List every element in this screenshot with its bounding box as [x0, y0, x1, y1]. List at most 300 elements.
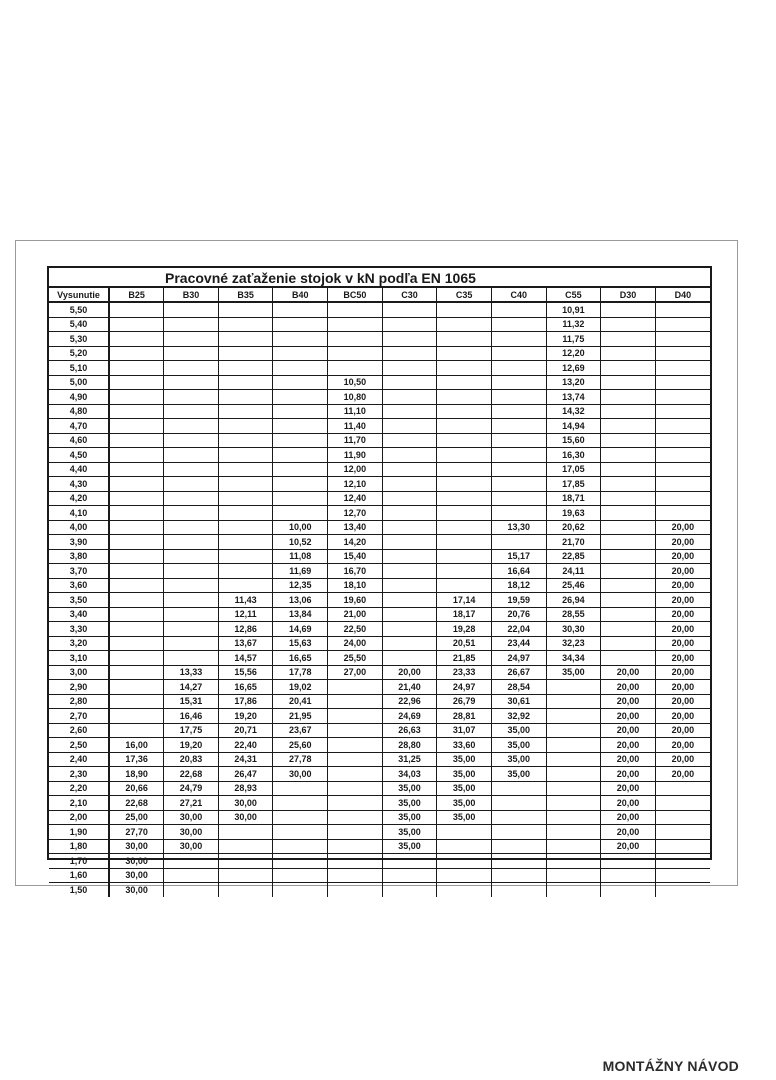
- load-cell: [218, 375, 273, 390]
- load-cell: 35,00: [382, 839, 437, 854]
- load-cell: 11,08: [273, 549, 328, 564]
- load-cell: [273, 491, 328, 506]
- load-cell: [164, 346, 219, 361]
- load-cell: [218, 535, 273, 550]
- load-cell: 32,23: [546, 636, 601, 651]
- load-cell: 30,00: [164, 810, 219, 825]
- load-cell: [546, 810, 601, 825]
- column-header: B40: [273, 288, 328, 302]
- load-cell: [328, 302, 383, 317]
- load-cell: 11,70: [328, 433, 383, 448]
- load-cell: [328, 810, 383, 825]
- load-cell: [601, 332, 656, 347]
- load-cell: 20,00: [655, 709, 710, 724]
- column-header-extension: Vysunutie: [49, 288, 109, 302]
- table-row: [49, 781, 710, 796]
- load-cell: [655, 317, 710, 332]
- load-cell: 28,80: [382, 738, 437, 753]
- load-cell: 17,36: [109, 752, 164, 767]
- extension-cell: 2,90: [49, 680, 109, 695]
- load-cell: [382, 404, 437, 419]
- load-cell: [164, 332, 219, 347]
- load-cell: 18,17: [437, 607, 492, 622]
- load-cell: [491, 781, 546, 796]
- load-cell: [328, 883, 383, 897]
- load-cell: [164, 622, 219, 637]
- load-cell: [109, 680, 164, 695]
- table-row: [49, 448, 710, 463]
- extension-cell: 5,10: [49, 361, 109, 376]
- load-cell: [382, 448, 437, 463]
- load-cell: [164, 433, 219, 448]
- load-cell: 17,75: [164, 723, 219, 738]
- load-cell: [491, 404, 546, 419]
- load-cell: 13,30: [491, 520, 546, 535]
- load-cell: [655, 854, 710, 869]
- load-cell: [437, 883, 492, 897]
- load-cell: [601, 535, 656, 550]
- extension-cell: 5,20: [49, 346, 109, 361]
- load-cell: 14,69: [273, 622, 328, 637]
- load-cell: 16,65: [218, 680, 273, 695]
- load-cell: 12,69: [546, 361, 601, 376]
- load-cell: [491, 868, 546, 883]
- load-cell: [109, 593, 164, 608]
- load-cell: 20,00: [655, 752, 710, 767]
- load-cell: [601, 361, 656, 376]
- load-cell: 30,00: [109, 839, 164, 854]
- load-cell: [109, 549, 164, 564]
- load-cell: 21,85: [437, 651, 492, 666]
- table-row: [49, 332, 710, 347]
- load-cell: 20,00: [655, 680, 710, 695]
- load-cell: [546, 738, 601, 753]
- load-cell: [273, 883, 328, 897]
- load-cell: 16,46: [164, 709, 219, 724]
- load-cell: [546, 839, 601, 854]
- load-cell: 19,28: [437, 622, 492, 637]
- extension-cell: 1,50: [49, 883, 109, 897]
- column-header: D30: [601, 288, 656, 302]
- extension-cell: 3,60: [49, 578, 109, 593]
- load-cell: [491, 419, 546, 434]
- load-cell: [546, 796, 601, 811]
- load-cell: [328, 781, 383, 796]
- load-cell: [655, 839, 710, 854]
- load-cell: [382, 622, 437, 637]
- table-row: [49, 607, 710, 622]
- load-cell: 14,20: [328, 535, 383, 550]
- load-cell: 12,86: [218, 622, 273, 637]
- load-cell: [164, 491, 219, 506]
- table-row: [49, 593, 710, 608]
- load-cell: [164, 636, 219, 651]
- table-row: [49, 390, 710, 405]
- load-cell: [382, 564, 437, 579]
- load-cell: [164, 317, 219, 332]
- load-cell: [655, 506, 710, 521]
- load-cell: [437, 520, 492, 535]
- load-cell: 17,85: [546, 477, 601, 492]
- load-cell: 35,00: [491, 738, 546, 753]
- extension-cell: 3,80: [49, 549, 109, 564]
- load-cell: [546, 781, 601, 796]
- load-cell: [109, 346, 164, 361]
- load-cell: 34,03: [382, 767, 437, 782]
- extension-cell: 3,70: [49, 564, 109, 579]
- load-cell: [491, 332, 546, 347]
- load-cell: [655, 302, 710, 317]
- load-cell: [491, 317, 546, 332]
- load-cell: 11,75: [546, 332, 601, 347]
- load-cell: [491, 375, 546, 390]
- load-cell: [382, 375, 437, 390]
- load-cell: [601, 593, 656, 608]
- load-cell: [382, 302, 437, 317]
- load-cell: [546, 694, 601, 709]
- load-cell: 15,56: [218, 665, 273, 680]
- load-cell: [273, 346, 328, 361]
- load-cell: [164, 549, 219, 564]
- load-cell: [218, 520, 273, 535]
- load-cell: [328, 738, 383, 753]
- load-cell: [491, 535, 546, 550]
- load-cell: 10,50: [328, 375, 383, 390]
- load-cell: [491, 390, 546, 405]
- load-cell: [109, 390, 164, 405]
- extension-cell: 3,10: [49, 651, 109, 666]
- load-cell: [601, 433, 656, 448]
- load-cell: [601, 520, 656, 535]
- load-cell: 13,74: [546, 390, 601, 405]
- load-cell: 20,00: [655, 767, 710, 782]
- load-cell: [491, 361, 546, 376]
- load-cell: [382, 549, 437, 564]
- column-header: C40: [491, 288, 546, 302]
- table-row: [49, 578, 710, 593]
- column-header: B35: [218, 288, 273, 302]
- load-cell: [273, 839, 328, 854]
- load-cell: 30,00: [109, 868, 164, 883]
- load-cell: 21,40: [382, 680, 437, 695]
- load-cell: 35,00: [546, 665, 601, 680]
- extension-cell: 2,40: [49, 752, 109, 767]
- load-cell: 20,00: [655, 651, 710, 666]
- load-cell: 35,00: [382, 810, 437, 825]
- extension-cell: 5,40: [49, 317, 109, 332]
- extension-cell: 4,50: [49, 448, 109, 463]
- load-cell: [491, 810, 546, 825]
- extension-cell: 4,30: [49, 477, 109, 492]
- extension-cell: 2,60: [49, 723, 109, 738]
- load-cell: 20,00: [601, 810, 656, 825]
- load-cell: 11,90: [328, 448, 383, 463]
- load-cell: [164, 404, 219, 419]
- load-cell: [109, 709, 164, 724]
- load-cell: [273, 302, 328, 317]
- load-cell: [437, 390, 492, 405]
- extension-cell: 4,80: [49, 404, 109, 419]
- load-cell: [273, 796, 328, 811]
- load-cell: [491, 477, 546, 492]
- load-cell: [601, 302, 656, 317]
- table-row: [49, 796, 710, 811]
- load-cell: [655, 332, 710, 347]
- table-row: [49, 636, 710, 651]
- load-cell: [491, 302, 546, 317]
- load-cell: [437, 491, 492, 506]
- load-cell: 12,20: [546, 346, 601, 361]
- load-cell: [328, 854, 383, 869]
- load-cell: 30,30: [546, 622, 601, 637]
- load-cell: 25,46: [546, 578, 601, 593]
- load-cell: [109, 419, 164, 434]
- load-cell: [546, 825, 601, 840]
- load-cell: [437, 868, 492, 883]
- load-cell: [437, 825, 492, 840]
- load-cell: [437, 302, 492, 317]
- table-row: [49, 665, 710, 680]
- load-cell: 35,00: [382, 796, 437, 811]
- load-cell: [437, 462, 492, 477]
- load-cell: 31,25: [382, 752, 437, 767]
- load-cell: 24,00: [328, 636, 383, 651]
- table-row: [49, 883, 710, 897]
- load-cell: [109, 375, 164, 390]
- load-cell: 20,00: [601, 709, 656, 724]
- table-row: [49, 564, 710, 579]
- load-cell: [273, 390, 328, 405]
- load-cell: [382, 332, 437, 347]
- table-row: [49, 506, 710, 521]
- load-cell: [601, 578, 656, 593]
- extension-cell: 4,20: [49, 491, 109, 506]
- load-cell: 12,70: [328, 506, 383, 521]
- load-cell: [164, 651, 219, 666]
- load-cell: [328, 709, 383, 724]
- load-cell: 19,59: [491, 593, 546, 608]
- extension-cell: 2,80: [49, 694, 109, 709]
- load-cell: [218, 578, 273, 593]
- load-cell: [491, 462, 546, 477]
- load-cell: [437, 535, 492, 550]
- load-cell: 17,78: [273, 665, 328, 680]
- load-cell: 22,04: [491, 622, 546, 637]
- load-cell: 20,00: [655, 535, 710, 550]
- load-cell: 30,00: [164, 825, 219, 840]
- column-header: C55: [546, 288, 601, 302]
- extension-cell: 2,10: [49, 796, 109, 811]
- load-cell: [164, 607, 219, 622]
- load-cell: [601, 636, 656, 651]
- extension-cell: 3,20: [49, 636, 109, 651]
- table-row: [49, 346, 710, 361]
- load-cell: 12,00: [328, 462, 383, 477]
- load-cell: [109, 317, 164, 332]
- load-cell: 20,00: [655, 564, 710, 579]
- table-row: [49, 723, 710, 738]
- load-cell: 22,85: [546, 549, 601, 564]
- load-cell: 35,00: [437, 810, 492, 825]
- load-cell: 15,40: [328, 549, 383, 564]
- load-cell: [437, 549, 492, 564]
- extension-cell: 3,50: [49, 593, 109, 608]
- load-cell: 14,27: [164, 680, 219, 695]
- table-row: [49, 868, 710, 883]
- load-table-container: [47, 266, 712, 895]
- load-cell: 19,20: [218, 709, 273, 724]
- load-cell: 20,00: [601, 796, 656, 811]
- load-cell: [218, 390, 273, 405]
- load-cell: [164, 462, 219, 477]
- load-cell: 13,84: [273, 607, 328, 622]
- load-cell: 11,32: [546, 317, 601, 332]
- column-header: B30: [164, 288, 219, 302]
- load-cell: [273, 375, 328, 390]
- load-cell: [164, 506, 219, 521]
- load-cell: 16,30: [546, 448, 601, 463]
- load-cell: 23,44: [491, 636, 546, 651]
- load-cell: [109, 607, 164, 622]
- load-cell: 12,35: [273, 578, 328, 593]
- extension-cell: 1,80: [49, 839, 109, 854]
- load-cell: [382, 578, 437, 593]
- extension-cell: 1,70: [49, 854, 109, 869]
- table-row: [49, 302, 710, 317]
- load-cell: [273, 433, 328, 448]
- table-row: [49, 839, 710, 854]
- table-row: [49, 694, 710, 709]
- load-cell: [109, 723, 164, 738]
- load-cell: [437, 404, 492, 419]
- table-row: [49, 433, 710, 448]
- load-cell: [218, 868, 273, 883]
- load-cell: [437, 419, 492, 434]
- table-row: [49, 375, 710, 390]
- load-cell: [328, 694, 383, 709]
- load-cell: [655, 477, 710, 492]
- load-cell: [491, 883, 546, 897]
- load-cell: [655, 346, 710, 361]
- extension-cell: 2,20: [49, 781, 109, 796]
- load-cell: [382, 535, 437, 550]
- load-cell: 15,63: [273, 636, 328, 651]
- load-cell: 22,40: [218, 738, 273, 753]
- load-cell: 17,86: [218, 694, 273, 709]
- load-cell: 16,64: [491, 564, 546, 579]
- table-body: [49, 302, 710, 897]
- load-cell: [218, 506, 273, 521]
- load-cell: [546, 767, 601, 782]
- load-cell: 35,00: [382, 825, 437, 840]
- load-cell: 35,00: [437, 781, 492, 796]
- load-cell: [546, 883, 601, 897]
- load-cell: 10,91: [546, 302, 601, 317]
- load-cell: [328, 317, 383, 332]
- load-cell: [382, 868, 437, 883]
- load-cell: [491, 491, 546, 506]
- load-cell: [109, 477, 164, 492]
- load-cell: [382, 462, 437, 477]
- extension-cell: 4,00: [49, 520, 109, 535]
- load-cell: [218, 317, 273, 332]
- extension-cell: 2,50: [49, 738, 109, 753]
- load-cell: [437, 578, 492, 593]
- load-cell: 20,00: [655, 694, 710, 709]
- load-cell: 20,76: [491, 607, 546, 622]
- load-cell: 13,67: [218, 636, 273, 651]
- table-row: [49, 549, 710, 564]
- load-cell: [382, 636, 437, 651]
- load-cell: 20,41: [273, 694, 328, 709]
- load-cell: [437, 564, 492, 579]
- load-cell: 28,55: [546, 607, 601, 622]
- load-cell: [382, 883, 437, 897]
- load-cell: [164, 535, 219, 550]
- load-cell: [491, 839, 546, 854]
- load-cell: [601, 477, 656, 492]
- load-cell: [437, 361, 492, 376]
- load-cell: [273, 810, 328, 825]
- load-cell: [273, 854, 328, 869]
- load-cell: [601, 622, 656, 637]
- load-cell: 30,00: [218, 810, 273, 825]
- load-cell: 17,05: [546, 462, 601, 477]
- load-cell: 14,57: [218, 651, 273, 666]
- load-cell: [601, 375, 656, 390]
- load-cell: 20,00: [601, 723, 656, 738]
- load-cell: 20,00: [601, 738, 656, 753]
- column-header: C35: [437, 288, 492, 302]
- extension-cell: 3,30: [49, 622, 109, 637]
- load-cell: 27,70: [109, 825, 164, 840]
- extension-cell: 5,30: [49, 332, 109, 347]
- load-cell: [655, 390, 710, 405]
- extension-cell: 1,90: [49, 825, 109, 840]
- extension-cell: 4,10: [49, 506, 109, 521]
- load-cell: [164, 564, 219, 579]
- load-cell: [601, 404, 656, 419]
- load-cell: [546, 854, 601, 869]
- load-cell: [109, 433, 164, 448]
- table-row: [49, 361, 710, 376]
- extension-cell: 4,70: [49, 419, 109, 434]
- load-cell: 35,00: [491, 723, 546, 738]
- load-cell: 23,33: [437, 665, 492, 680]
- load-cell: 15,60: [546, 433, 601, 448]
- table-row: [49, 317, 710, 332]
- load-cell: [109, 694, 164, 709]
- load-cell: [655, 419, 710, 434]
- load-cell: [109, 535, 164, 550]
- load-cell: [273, 462, 328, 477]
- load-cell: 21,70: [546, 535, 601, 550]
- load-cell: [273, 361, 328, 376]
- load-cell: [109, 332, 164, 347]
- load-cell: [437, 477, 492, 492]
- extension-cell: 3,40: [49, 607, 109, 622]
- load-cell: 11,69: [273, 564, 328, 579]
- load-cell: 33,60: [437, 738, 492, 753]
- load-cell: [218, 549, 273, 564]
- load-cell: [218, 332, 273, 347]
- load-cell: 35,00: [382, 781, 437, 796]
- load-cell: 26,79: [437, 694, 492, 709]
- load-cell: 25,50: [328, 651, 383, 666]
- table-row: [49, 491, 710, 506]
- load-cell: [601, 506, 656, 521]
- load-cell: 13,20: [546, 375, 601, 390]
